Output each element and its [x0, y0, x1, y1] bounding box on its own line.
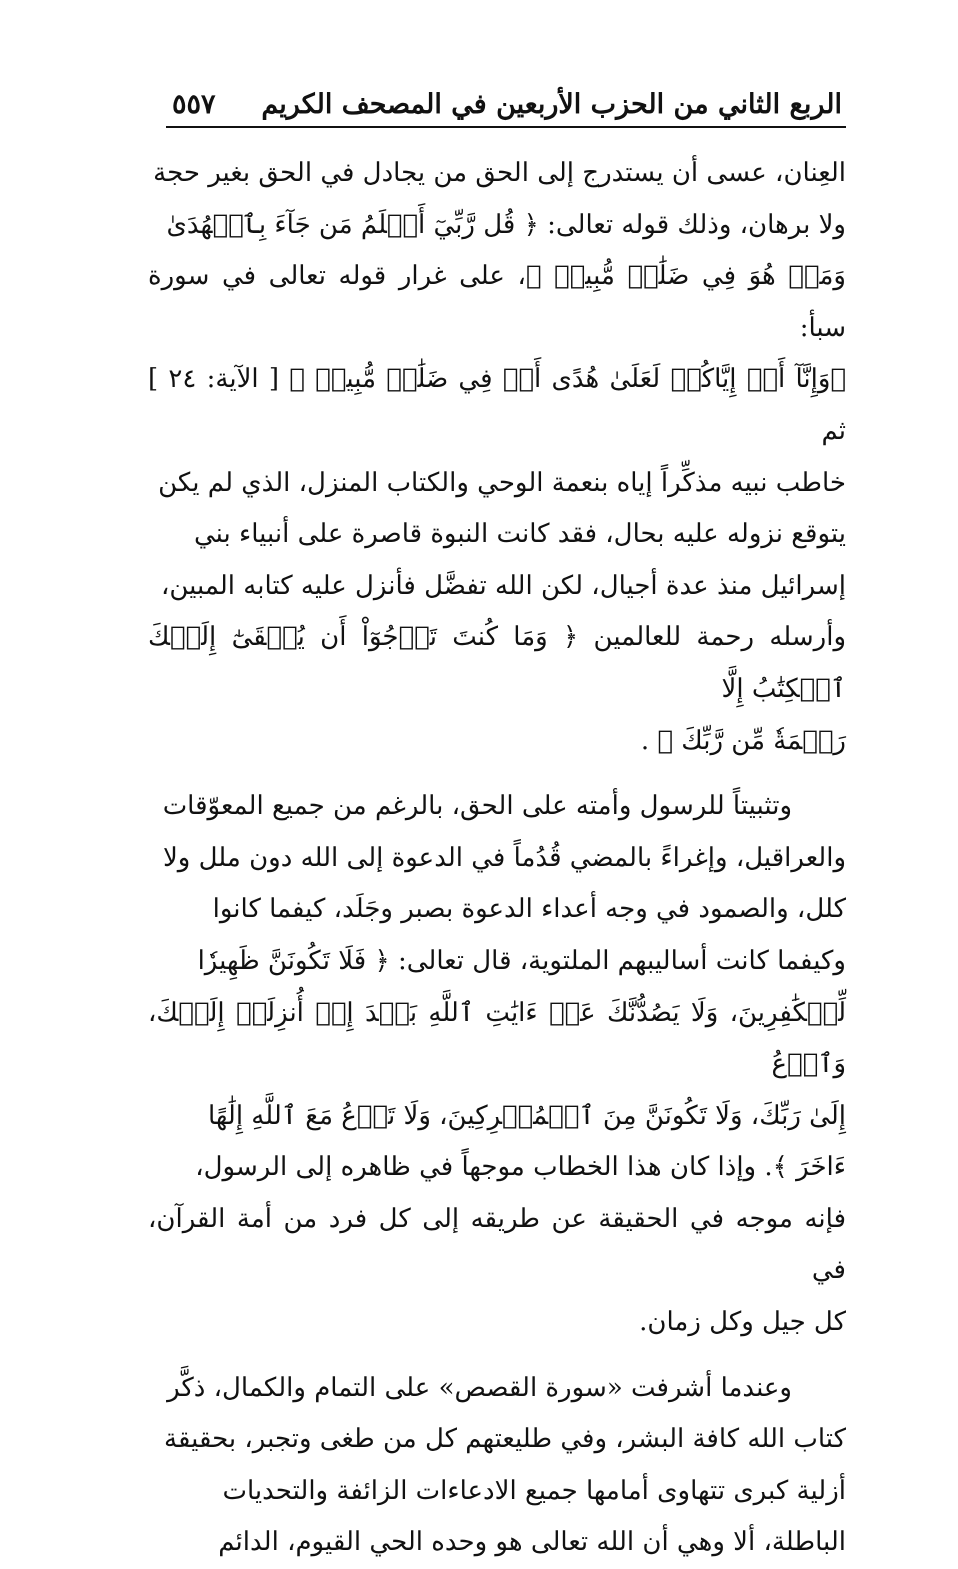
header-rule	[166, 126, 846, 128]
body-text	[148, 148, 846, 1569]
page-number: ٥٥٧	[172, 89, 216, 120]
paragraph-1: العِنان، عسى أن يستدرج إلى الحق من يجادل في الحق بغير حجة ولا برهان، وذلك قوله تعالى: ﴿ قُل رَّبِّيٓ أَعۡلَمُ مَن جَآءَ بِٱلۡهُدَىٰ وَمَنۡ هُوَ فِي ضَلَٰلٖ مُّبِينٖ ﴾، على غرار قوله تعالى في سورة سبأ: ﴿وَإِنَّآ أَوۡ إِيَّاكُمۡ لَعَلَىٰ هُدًى أَوۡ فِي ضَلَٰلٖ مُّبِينٖ ﴾ [ الآية: ٢٤ ] ثم خاطب نبيه مذكِّراً إياه بنعمة الوحي والكتاب المنزل، الذي لم يكن يتوقع نزوله عليه بحال، فقد كانت النبوة قاصرة على أنبياء بني إسرائيل منذ عدة أجيال، لكن الله تفضَّل فأنزل عليه كتابه المبين، وأرسله رحمة للعالمين ﴿ وَمَا كُنتَ تَرۡجُوٓاْ أَن يُلۡقَىٰٓ إِلَيۡكَ ٱلۡكِتَٰبُ إِلَّا رَحۡمَةٗ مِّن رَّبِّكَ ﴾ .	[148, 158, 846, 756]
paragraph-2: وتثبيتاً للرسول وأمته على الحق، بالرغم من جميع المعوّقات والعراقيل، وإغراءً بالمضي قُدُماً في الدعوة إلى الله دون ملل ولا كلل، والصمود في وجه أعداء الدعوة بصبر وجَلَد، كيفما كانوا وكيفما كانت أساليبهم الملتوية، قال تعالى: ﴿ فَلَا تَكُونَنَّ ظَهِيرٗا لِّلۡكَٰفِرِينَ، وَلَا يَصُدُّنَّكَ عَنۡ ءَايَٰتِ ٱللَّهِ بَعۡدَ إِذۡ أُنزِلَتۡ إِلَيۡكَ، وَٱدۡعُ إِلَىٰ رَبِّكَ، وَلَا تَكُونَنَّ مِنَ ٱلۡمُشۡرِكِينَ، وَلَا تَدۡعُ مَعَ ٱللَّهِ إِلَٰهًا ءَاخَرَ ﴾. وإذا كان هذا الخطاب موجهاً في ظاهره إلى الرسول، فإنه موجه في الحقيقة عن طريقه إلى كل فرد من أمة القرآن، في كل جيل وكل زمان.	[148, 791, 846, 1338]
running-title: الربع الثاني من الحزب الأربعين في المصحف الكريم	[261, 89, 842, 120]
running-header	[166, 80, 846, 128]
paragraph-3: وعندما أشرفت «سورة القصص» على التمام والكمال، ذكَّر كتاب الله كافة البشر، وفي طليعتهم كل من طغى وتجبر، بحقيقة أزلية كبرى تتهاوى أمامها جميع الادعاءات الزائفة والتحديات الباطلة، ألا وهي أن الله تعالى هو وحده الحي القيوم، الدائم	[164, 1372, 846, 1558]
